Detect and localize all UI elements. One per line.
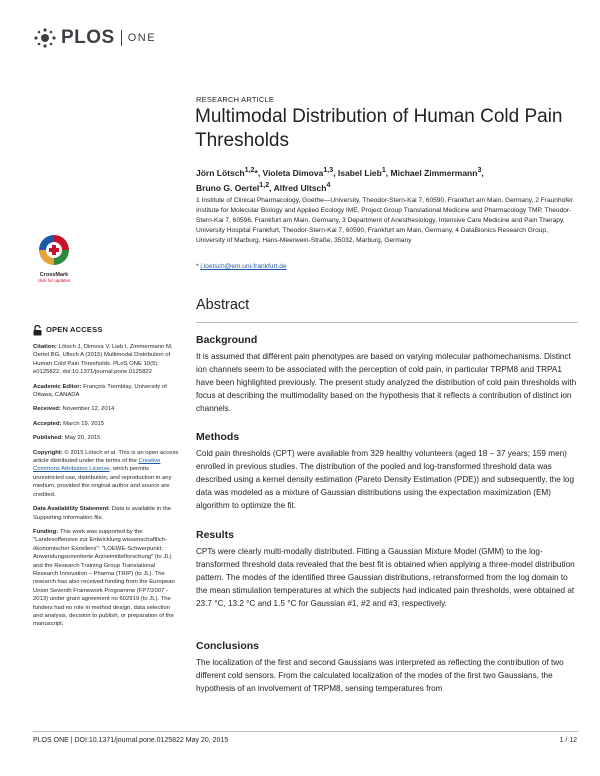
author[interactable]: Alfred Ultsch$^4$	[273, 180, 331, 193]
abstract-methods	[196, 431, 581, 512]
published-date: Published: May 20, 2015	[33, 435, 101, 442]
open-lock-icon	[33, 325, 42, 336]
author[interactable]: Violeta Dimova$^{1,3}$	[262, 166, 334, 178]
abstract-heading: Abstract	[196, 297, 250, 313]
received-date: Received: November 12, 2014	[33, 406, 115, 413]
section-text: The localization of the first and second Gaussians was interpreted as reflecting the contribution of two different cold sensors. From the calculated localization of the modes of the first two Gaussians, the hypothesis of an involvement of TRPM8, sensing temperatures from	[196, 658, 564, 693]
author[interactable]: Jörn Lötsch$^{1,2}$*	[196, 166, 258, 178]
crossmark-sub: click for updates	[37, 278, 71, 283]
email-link[interactable]: j.loetsch@em.uni-frankfurt.de	[200, 263, 287, 270]
crossmark-label: CrossMark	[39, 272, 69, 278]
author[interactable]: Isabel Lieb$^1$	[337, 166, 386, 178]
funding: Funding: This work was supported by the "Landesoffensive zur Entwicklung wissenschaftlich-ökonomischer Exzellenz": "LOEWE-Schwerpunkt: Anwendungsorientierte Arzneimittelforschung" (to JL) and the Research Training Group Translational Research Innovation – Pharma (TRIP) (to JL). The research has also received funding from the European Union Seventh Framework Programme (FP7/2007 - 2013) under grant agreement no 602919 (to JL). The funders had no role in method design, data selection and analysis, decision to publish, or preparation of the manuscript.	[33, 528, 175, 628]
author-list: Jörn Lötsch$^{1,2}$*, Violeta Dimova$^{1,3}$, Isabel Lieb$^1$, Michael Zimmermann$^3$, Bruno G. Oertel$^{1,2}$, Alfred Ultsch$^4$	[196, 166, 484, 193]
author[interactable]: Michael Zimmermann$^3$	[390, 166, 482, 178]
article-sidebar	[33, 325, 181, 635]
abstract-conclusions	[196, 640, 581, 695]
article-title: Multimodal Distribution of Human Cold Pain Thresholds	[195, 106, 563, 151]
logo-word: PLOS	[61, 27, 115, 48]
logo-journal: ONE	[127, 32, 157, 44]
accepted-date: Accepted: March 19, 2015	[33, 420, 105, 427]
author[interactable]: Bruno G. Oertel$^{1,2}$	[196, 180, 270, 193]
footer-divider	[33, 731, 578, 732]
affiliations: 1 Institute of Clinical Pharmacology, Goethe—University, Theodor-Stern-Kai 7, 60590, Frankfurt am Main, Germany, 2 Fraunhofer Institute for Molecular Biology and Applied Ecology IME, Project Group Translational Medicine and Pharmacology TMP, Theodor-Stern-Kai 7, 60596, Frankfurt am Main, Germany, 3 Department of Anesthesiology, Intensive Care Medicine and Pain Therapy, University Hospital Frankfurt, Theodor-Stern-Kai 7, 60590, Frankfurt am Main, Germany, 4 DataBionics Research Group, University of Marburg, Hans-Meerwein-Straße, 35032, Marburg, Germany	[196, 197, 573, 244]
page-number: 1 / 12	[559, 737, 577, 744]
open-access-label: OPEN ACCESS	[33, 325, 181, 336]
plos-dots-icon	[32, 27, 58, 49]
academic-editor: Academic Editor: François Tremblay, University of Ottawa, CANADA	[33, 383, 167, 399]
section-heading: Background	[196, 334, 258, 346]
footer-citation: PLOS ONE | DOI:10.1371/journal.pone.0125822 May 20, 2015	[33, 737, 229, 744]
citation: Citation: Lötsch J, Dimova V, Lieb I, Zimmermann M, Oertel BG, Ultsch A (2015) Multimodal Distribution of Human Cold Pain Thresholds. PLoS ONE 10(5): e0125822. doi:10.1371/journal.pone.0125822	[33, 344, 173, 376]
abstract-results	[196, 529, 581, 610]
crossmark-badge[interactable]	[34, 233, 74, 283]
abstract-background	[196, 334, 581, 415]
abstract-divider	[196, 322, 578, 323]
article-type: RESEARCH ARTICLE	[196, 95, 275, 104]
section-heading: Results	[196, 529, 234, 541]
crossmark-icon	[34, 233, 74, 267]
corresponding-email: * j.loetsch@em.uni-frankfurt.de	[196, 263, 287, 270]
cc-license-link[interactable]: Creative Commons Attribution License	[33, 458, 161, 473]
section-text: CPTs were clearly multi-modally distributed. Fitting a Gaussian Mixture Model (GMM) to the log-transformed threshold data revealed that the best fit is obtained when applying a three-model distribution pattern. The modes of the identified three Gaussian distributions, retransformed from the log domain to the mean stimulation temperatures at which the subjects had indicated pain thresholds, were obtained at 23.7 °C, 13.2 °C and 1.5 °C for Gaussian #1, #2 and #3, respectively.	[196, 547, 575, 608]
section-heading: Methods	[196, 431, 240, 443]
section-heading: Conclusions	[196, 640, 260, 652]
data-availability: Data Availability Statement: Data is available in the Supporting Information file.	[33, 506, 172, 521]
section-text: Cold pain thresholds (CPT) were available from 329 healthy volunteers (aged 18 – 37 years; 159 men) enrolled in previous studies. The distribution of the pooled and log-transformed threshold data was described using a kernel density estimation (Pareto Density Estimation (PDE)) and subsequently, the log data was modeled as a mixture of Gaussian distributions using the expectation maximization (EM) algorithm to optimize the fit.	[196, 449, 575, 510]
logo-divider	[121, 30, 122, 46]
copyright: Copyright: © 2015 Lötsch et al. This is an open access article distributed under the terms of the Creative Commons Attribution License, which permits unrestricted use, distribution, and reproduction in any medium, provided the original author and source are credited.	[33, 449, 179, 498]
plos-one-logo[interactable]	[32, 27, 156, 49]
section-text: It is assumed that different pain phenotypes are based on varying molecular pathomechanisms. Distinct ion channels seem to be associated with the perception of cold pain, in particular TRPM8 and TRPA1 have been highlighted previously. The present study analyzed the distribution of cold pain thresholds with focus at describing the multimodality based on the hypothesis that it reflects a contribution of distinct ion channels.	[196, 352, 577, 413]
